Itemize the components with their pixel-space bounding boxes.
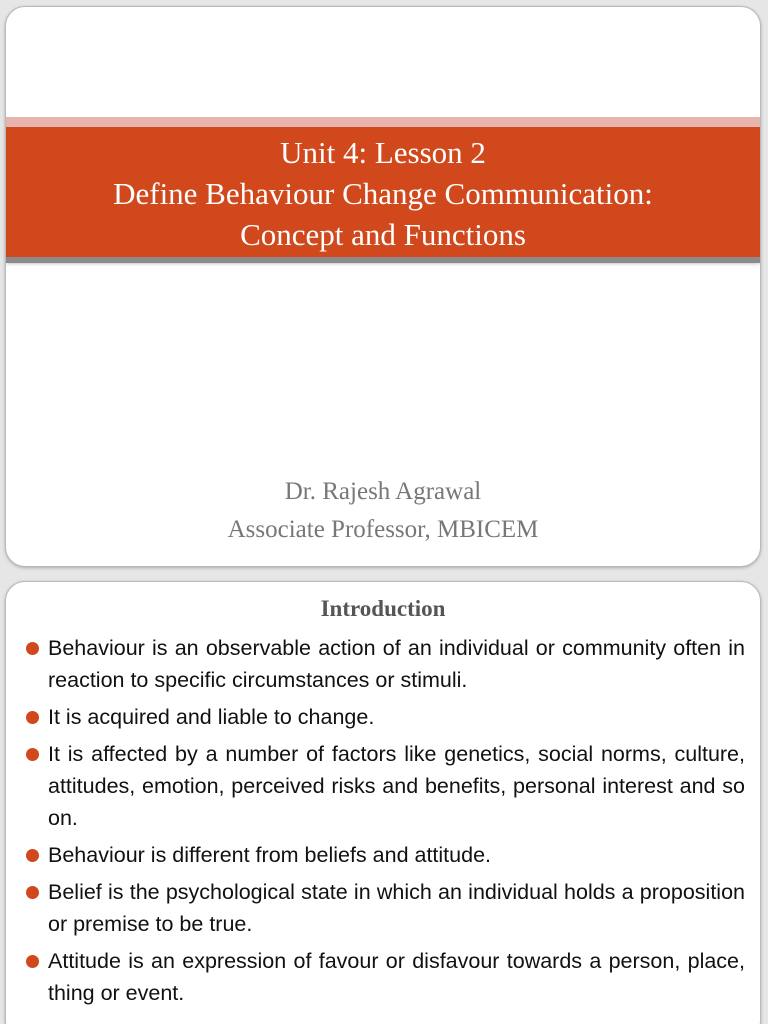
bullet-icon [26,955,39,968]
title-band-shadow [6,257,760,263]
slide-heading: Introduction [320,596,446,621]
title-line-2: Define Behaviour Change Communication: [113,175,653,211]
title-band [6,127,760,259]
author-designation: Associate Professor, MBICEM [227,516,539,543]
author-name: Dr. Rajesh Agrawal [284,478,482,505]
list-item [48,945,745,1009]
list-item [48,738,745,834]
bullet-text: Belief is the psychological state in which an individual holds a proposition or premise to be true. [48,880,745,936]
bullet-text: It is affected by a number of factors like genetics, social norms, culture, attitudes, emotion, perceived risks and benefits, personal interest and so on. [48,742,745,830]
bullet-text: Behaviour is an observable action of an individual or community often in reaction to specific circumstances or stimuli. [48,636,745,692]
bullet-list [6,632,760,1009]
list-item [48,632,745,696]
author-block [6,473,760,549]
title-line-3: Concept and Functions [240,216,526,252]
list-item [48,876,745,940]
list-item [48,701,745,733]
introduction-slide [5,581,761,1024]
bullet-icon [26,642,39,655]
bullet-icon [26,849,39,862]
bullet-icon [26,748,39,761]
list-item [48,839,745,871]
bullet-icon [26,711,39,724]
bullet-text: It is acquired and liable to change. [48,705,375,729]
bullet-icon [26,886,39,899]
title-slide [5,6,761,567]
title-line-1: Unit 4: Lesson 2 [280,134,486,170]
bullet-text: Attitude is an expression of favour or disfavour towards a person, place, thing or event. [48,949,745,1005]
bullet-text: Behaviour is different from beliefs and attitude. [48,843,491,867]
